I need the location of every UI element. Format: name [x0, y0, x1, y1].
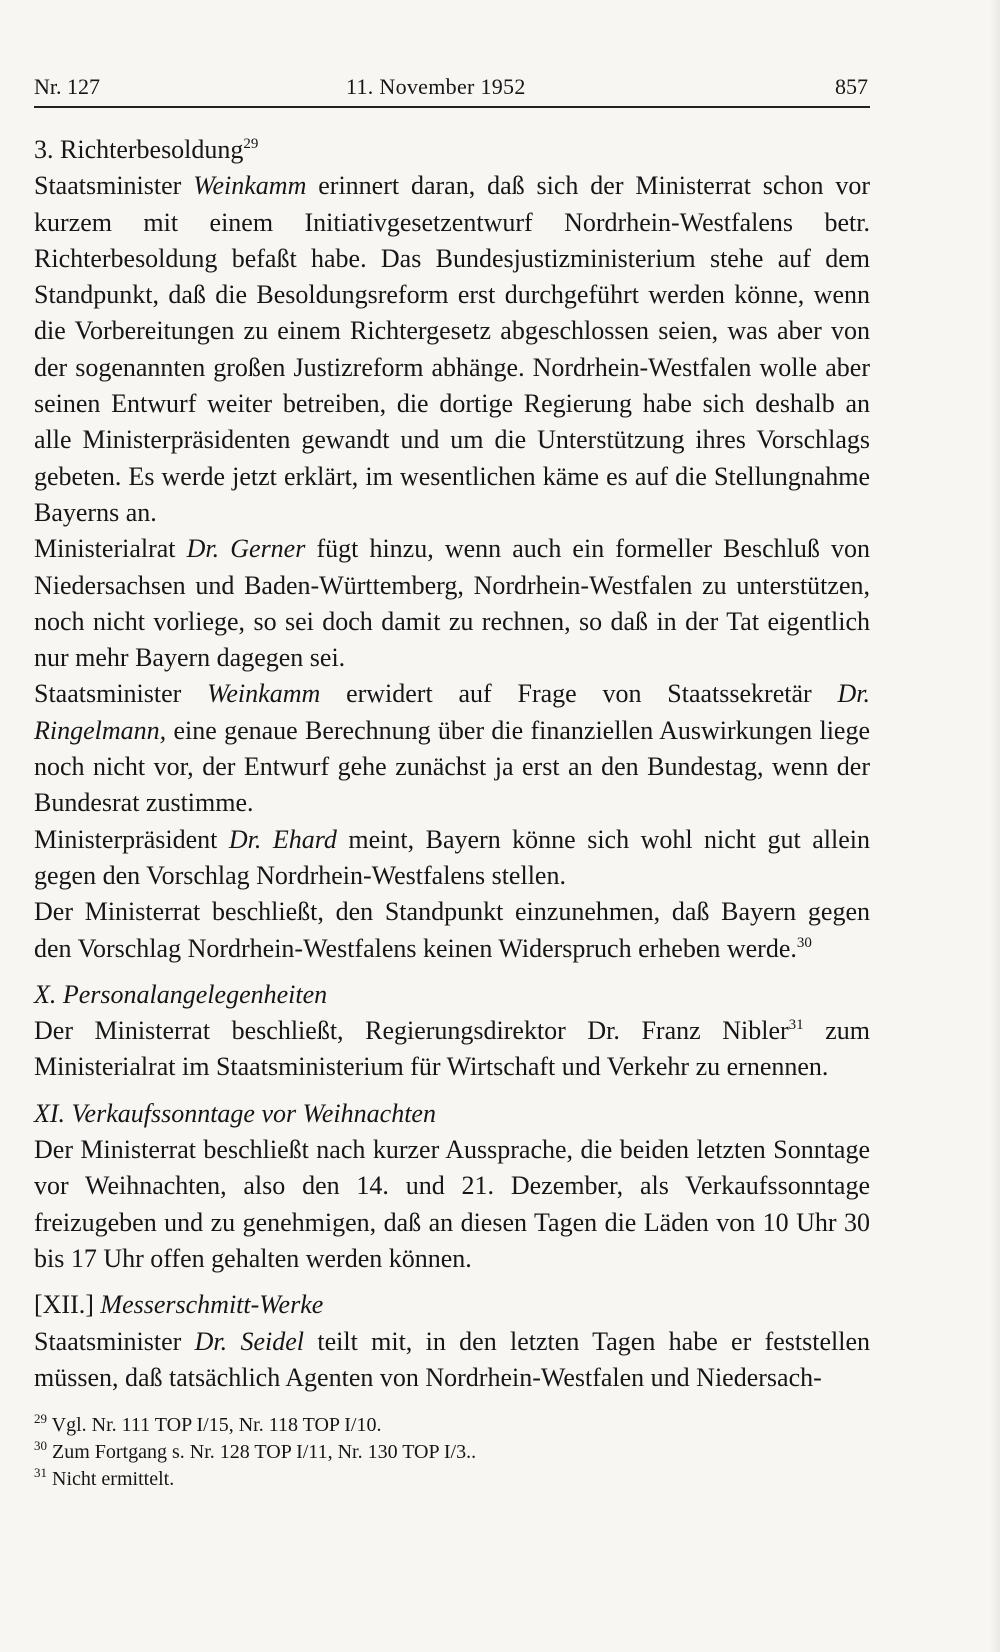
main-text [34, 132, 870, 1396]
document-number: Nr. 127 [34, 74, 100, 99]
footnote-ref-31[interactable]: 31 [788, 1017, 804, 1034]
paragraph-resolution-richterbesoldung: Der Ministerrat beschließt, den Standpunkt einzunehmen, daß Bayern gegen den Vorschlag Nordrhein-Westfalens keinen Widerspruch erheben werde.$^{30}$ [34, 897, 870, 963]
speaker-name: Gerner [230, 534, 306, 564]
footnote-30: $^{30}$ Zum Fortgang s. Nr. 128 TOP I/11, Nr. 130 TOP I/3.. [34, 1438, 477, 1463]
speaker-name: Weinkamm [207, 679, 321, 709]
footnote-ref-29[interactable]: 29 [243, 136, 259, 152]
footnote-29: $^{29}$ Vgl. Nr. 111 TOP I/15, Nr. 118 TOP I/10. [34, 1411, 382, 1436]
footnote-31: $^{31}$ Nicht ermittelt. [34, 1465, 175, 1490]
paragraph-nibler: Der Ministerrat beschließt, Regierungsdirektor Dr. Franz Nibler$^{31}$ zum Ministerialrat im Staatsministerium für Wirtschaft und Verkehr zu ernennen. [34, 1016, 871, 1082]
speaker-title: Dr. [186, 534, 220, 564]
paragraph-weinkamm-1: Staatsminister Weinkamm erinnert daran, daß sich der Ministerrat schon vor kurzem mit einem Initiativgesetzentwurf Nordrhein-Westfalens betr. Richterbesoldung befaßt habe. Das Bundesjustizministerium stehe auf dem Standpunkt, daß die Besoldungsreform erst durchgeführt werden könne, wenn die Vorbereitungen zu einem Richtergesetz abgeschlossen seien, was aber von der sogenannten großen Justizreform abhänge. Nordrhein-Westfalen wolle aber seinen Entwurf weiter betreiben, die dortige Regierung habe sich deshalb an alle Ministerpräsidenten gewandt und um die Unterstützung ihres Vorschlags gebeten. Es werde jetzt erklärt, im wesentlichen käme es auf die Stellungnahme Bayerns an. [34, 171, 871, 527]
section-heading-richterbesoldung: 3. Richterbesoldung$^{29}$ [34, 135, 259, 164]
paragraph-verkaufssonntage: Der Ministerrat beschließt nach kurzer Aussprache, die beiden letzten Sonntage vor Weihnachten, also den 14. und 21. Dezember, als Verkaufssonntage freizugeben und zu genehmigen, daß an diesen Tagen die Läden von 10 Uhr 30 bis 17 Uhr offen gehalten werden können. [34, 1135, 870, 1273]
speaker-name: Dr. Seidel [194, 1326, 305, 1356]
paragraph-ehard: Ministerpräsident Dr. Ehard meint, Bayern könne sich wohl nicht gut allein gegen den Vorschlag Nordrhein-Westfalens stellen. [34, 824, 870, 890]
page-edge-shadow [990, 0, 1000, 1652]
paragraph-gerner: Ministerialrat Dr. Gerner fügt hinzu, wenn auch ein formeller Beschluß von Niedersachsen und Baden-Württemberg, Nordrhein-Westfalen zu unterstützen, noch nicht vorliege, so sei doch damit zu rechnen, so daß in der Tat eigentlich nur mehr Bayern dagegen sei. [34, 534, 871, 673]
section-heading-verkaufssonntage: XI. Verkaufssonntage vor Weihnachten [34, 1098, 436, 1128]
speaker-name: Dr. Ringelmann, [34, 679, 870, 745]
speaker-name: Weinkamm [193, 171, 307, 201]
footnotes [34, 1412, 870, 1493]
page-header [34, 70, 870, 108]
section-heading-messerschmitt: [XII.] Messerschmitt-Werke [34, 1290, 324, 1320]
paragraph-weinkamm-2: Staatsminister Weinkamm erwidert auf Frage von Staatssekretär Dr. Ringelmann, eine genaue Berechnung über die finanziellen Auswirkungen liege noch nicht vor, der Entwurf gehe zunächst ja erst an den Bundestag, wenn der Bundesrat zustimme. [34, 679, 870, 818]
speaker-name: Dr. Ehard [228, 824, 337, 854]
section-heading-personalangelegenheiten: X. Personalangelegenheiten [34, 979, 328, 1009]
header-date: 11. November 1952 [346, 74, 526, 99]
page-number: 857 [835, 74, 868, 99]
paragraph-seidel: Staatsminister Dr. Seidel teilt mit, in den letzten Tagen habe er feststellen müssen, daß tatsächlich Agenten von Nordrhein-Westfalen und Niedersach- [34, 1326, 870, 1392]
footnote-ref-30[interactable]: 30 [796, 934, 812, 951]
